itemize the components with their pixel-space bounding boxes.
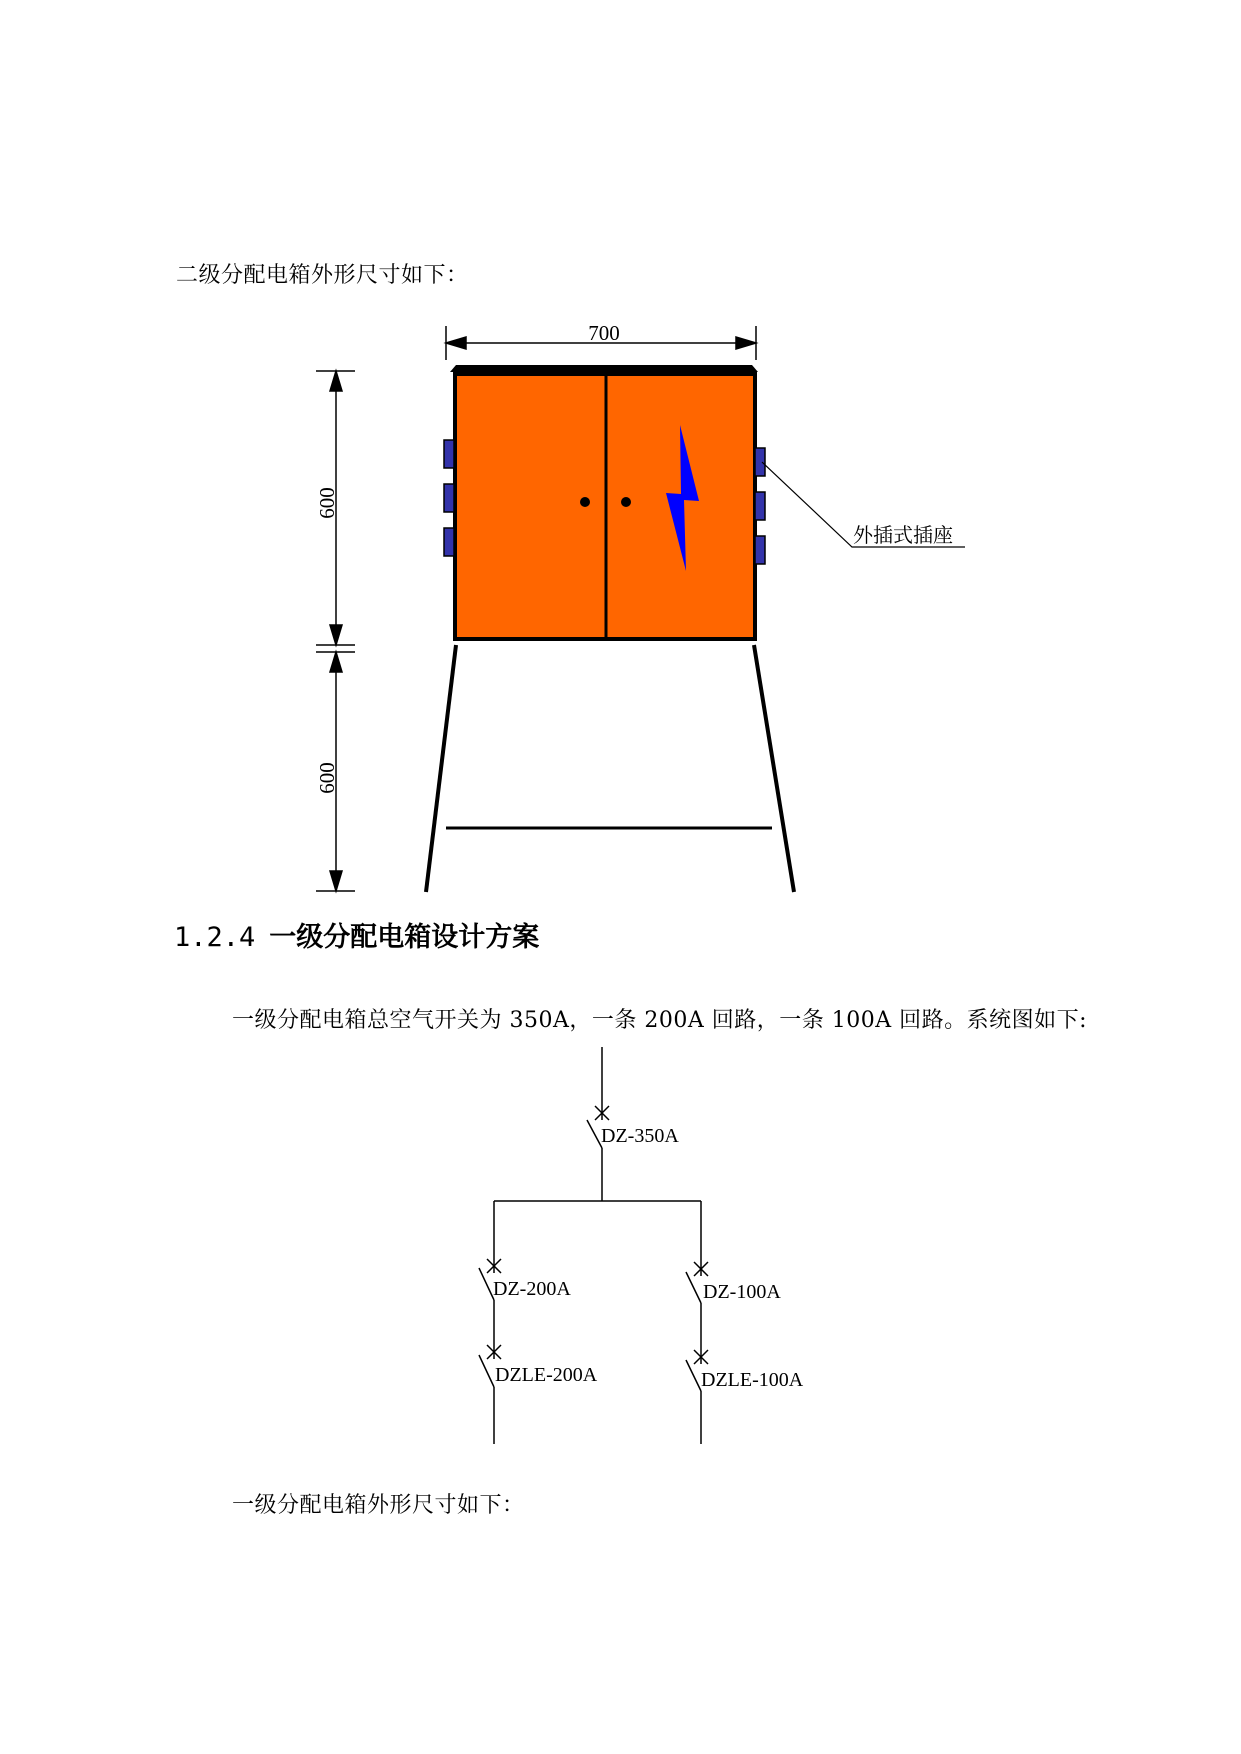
main-breaker-label: DZ-350A xyxy=(601,1125,679,1147)
height-dimension-lower-label: 600 xyxy=(315,762,339,794)
width-dimension-label: 700 xyxy=(588,321,620,345)
left-breaker-switch xyxy=(479,1268,494,1300)
right-rcd-switch xyxy=(686,1360,701,1391)
paragraph-primary-box-dimensions-intro: 一级分配电箱外形尺寸如下： xyxy=(232,1493,525,1518)
right-breaker-switch xyxy=(686,1272,701,1303)
section-title: 一级分配电箱设计方案 xyxy=(269,922,540,953)
left-rcd-switch xyxy=(479,1355,494,1387)
section-number: 1.2.4 xyxy=(174,922,256,953)
right-rcd-label: DZLE-100A xyxy=(701,1369,804,1391)
left-rcd-label: DZLE-200A xyxy=(495,1364,598,1386)
main-breaker-switch xyxy=(587,1120,602,1148)
paragraph-cabinet-dimensions-intro: 二级分配电箱外形尺寸如下： xyxy=(176,263,469,288)
right-breaker-label: DZ-100A xyxy=(703,1281,781,1303)
socket-label: 外插式插座 xyxy=(853,523,953,547)
left-breaker-label: DZ-200A xyxy=(493,1278,571,1300)
height-dimension-upper-label: 600 xyxy=(315,487,339,519)
paragraph-system-description: 一级分配电箱总空气开关为 350A，一条 200A 回路，一条 100A 回路。系统图如下: xyxy=(232,1008,1088,1033)
